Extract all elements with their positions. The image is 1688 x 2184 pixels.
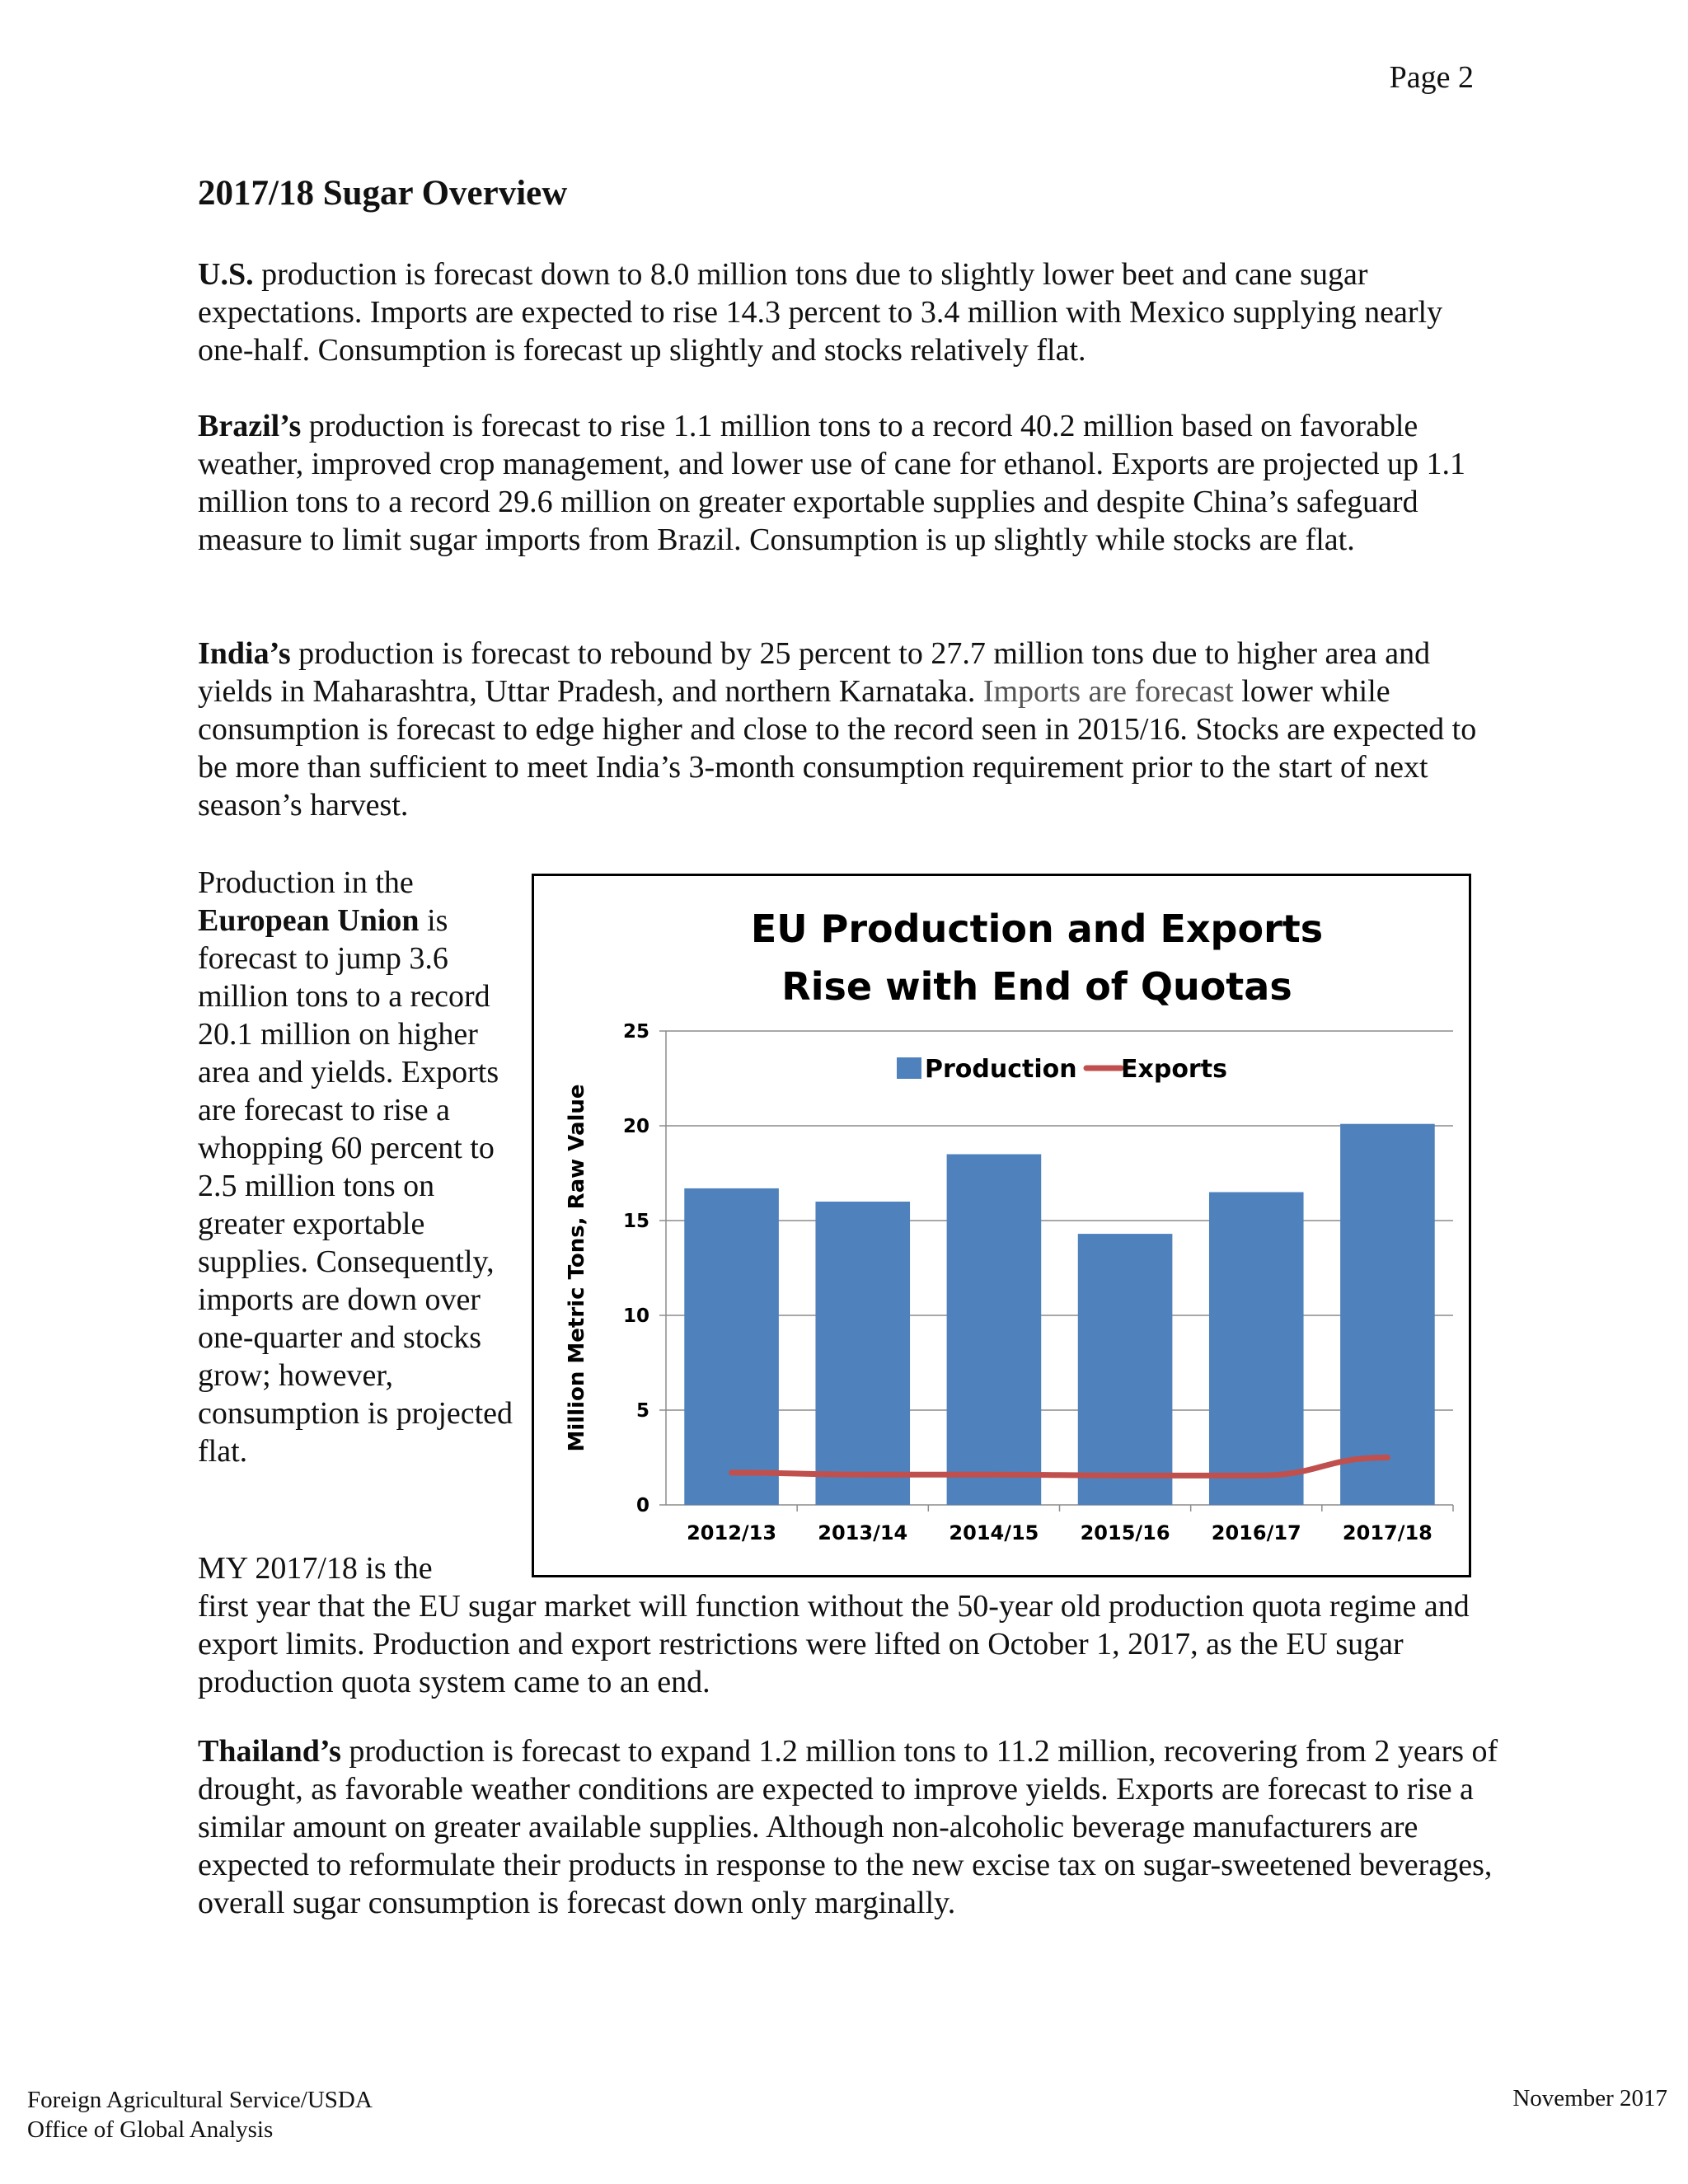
- paragraph-us-lead: U.S.: [198, 257, 254, 292]
- y-tick-label: 20: [622, 1116, 649, 1137]
- paragraph-brazil-text: production is forecast to rise 1.1 million tons to a record 40.2 million based on favorable weather, improved crop management, and lower use of cane for ethanol. Exports are projected up 1.1 million tons to a record 29.6 million on greater exportable supplies and despite China’s safeguard measure to limit sugar imports from Brazil. Consumption is up slightly while stocks are flat.: [198, 409, 1465, 557]
- paragraph-india-text-a: production is forecast to rebound by 25 percent to 27.7 million tons due to higher area and yields in Maharashtra, Uttar Pradesh, and northern Karnataka.: [198, 636, 1431, 709]
- paragraph-my: first year that the EU sugar market will function without the 50-year old production quota regime and export limits. Production and export restrictions were lifted on October 1, 2017, as the EU sugar production quota system came to an end.: [198, 1589, 1470, 1699]
- paragraph-us: [198, 255, 1500, 369]
- paragraph-my-first-line: MY 2017/18 is the: [198, 1551, 433, 1586]
- eu-chart: [532, 874, 1471, 1577]
- paragraph-brazil-lead: Brazil’s: [198, 409, 302, 443]
- legend-production-label: Production: [925, 1055, 1077, 1084]
- paragraph-india-gray-text: Imports are forecast: [982, 674, 1234, 709]
- paragraph-us-text: production is forecast down to 8.0 million tons due to slightly lower beet and cane sugar expectations. Imports are expected to rise 14.3 percent to 3.4 million with Mexico supplying nearly one-half. Consumption is forecast up slightly and stocks relatively flat.: [198, 257, 1443, 368]
- x-tick-label: 2013/14: [818, 1521, 908, 1544]
- y-tick-label: 10: [622, 1305, 649, 1327]
- footer-left: [27, 2085, 373, 2144]
- footer-agency: Foreign Agricultural Service/USDA: [27, 2087, 373, 2113]
- section-title: 2017/18 Sugar Overview: [198, 174, 568, 213]
- page-number: Page 2: [1389, 60, 1474, 95]
- production-bar: [1209, 1193, 1304, 1506]
- chart-title-line: EU Production and Exports: [750, 907, 1324, 951]
- x-tick-label: 2014/15: [949, 1521, 1039, 1544]
- paragraph-thailand-text: production is forecast to expand 1.2 million tons to 11.2 million, recovering from 2 years of drought, as favorable weather conditions are expected to improve yields. Exports are forecast to rise a similar amount on greater available supplies. Although non-alcoholic beverage manufacturers are expected to reformulate their products in response to the new excise tax on sugar-sweetened beverages, overall sugar consumption is forecast down only marginally.: [198, 1734, 1498, 1920]
- x-tick-label: 2016/17: [1211, 1521, 1301, 1544]
- production-bar: [815, 1202, 910, 1505]
- paragraph-india-lead: India’s: [198, 636, 291, 671]
- y-tick-label: 25: [622, 1021, 649, 1043]
- x-tick-label: 2017/18: [1342, 1521, 1432, 1544]
- production-bar: [947, 1155, 1042, 1506]
- footer-date: November 2017: [1512, 2085, 1667, 2111]
- paragraph-eu-lead: European Union: [198, 903, 420, 938]
- production-bar: [1078, 1234, 1173, 1505]
- production-bar: [1340, 1124, 1435, 1505]
- x-tick-label: 2015/16: [1080, 1521, 1170, 1544]
- y-tick-label: 15: [622, 1211, 649, 1232]
- paragraph-brazil: [198, 407, 1500, 559]
- paragraph-thailand: [198, 1732, 1500, 1922]
- y-tick-label: 0: [635, 1495, 649, 1516]
- paragraph-eu-text: is forecast to jump 3.6 million tons to a record 20.1 million on higher area and yields. Exports are forecast to rise a whopping 60 percent to 2.5 million tons on greater exportable supplies. Consequently, imports are down over one-quarter and stocks grow; however, consumption is projected flat.: [198, 903, 513, 1469]
- production-bar: [684, 1188, 779, 1505]
- paragraph-thailand-lead: Thailand’s: [198, 1734, 341, 1769]
- eu-chart-svg: [534, 876, 1469, 1575]
- paragraph-eu: [198, 864, 519, 1470]
- paragraph-india-text-b: lower while consumption is forecast to edge higher and close to the record seen in 2015/16. Stocks are expected to be more than sufficient to meet India’s 3-month consumption requirement prior to the start of next season’s harvest.: [198, 674, 1477, 823]
- legend-exports-label: Exports: [1121, 1055, 1227, 1084]
- paragraph-india: [198, 635, 1500, 824]
- paragraph-eu-pre: Production in the: [198, 865, 414, 900]
- chart-title-line: Rise with End of Quotas: [781, 964, 1292, 1009]
- y-tick-label: 5: [635, 1400, 649, 1422]
- legend-production-swatch: [897, 1057, 921, 1079]
- x-tick-label: 2012/13: [687, 1521, 777, 1544]
- footer-office: Office of Global Analysis: [27, 2116, 274, 2143]
- y-axis-label: Million Metric Tons, Raw Value: [565, 1084, 589, 1452]
